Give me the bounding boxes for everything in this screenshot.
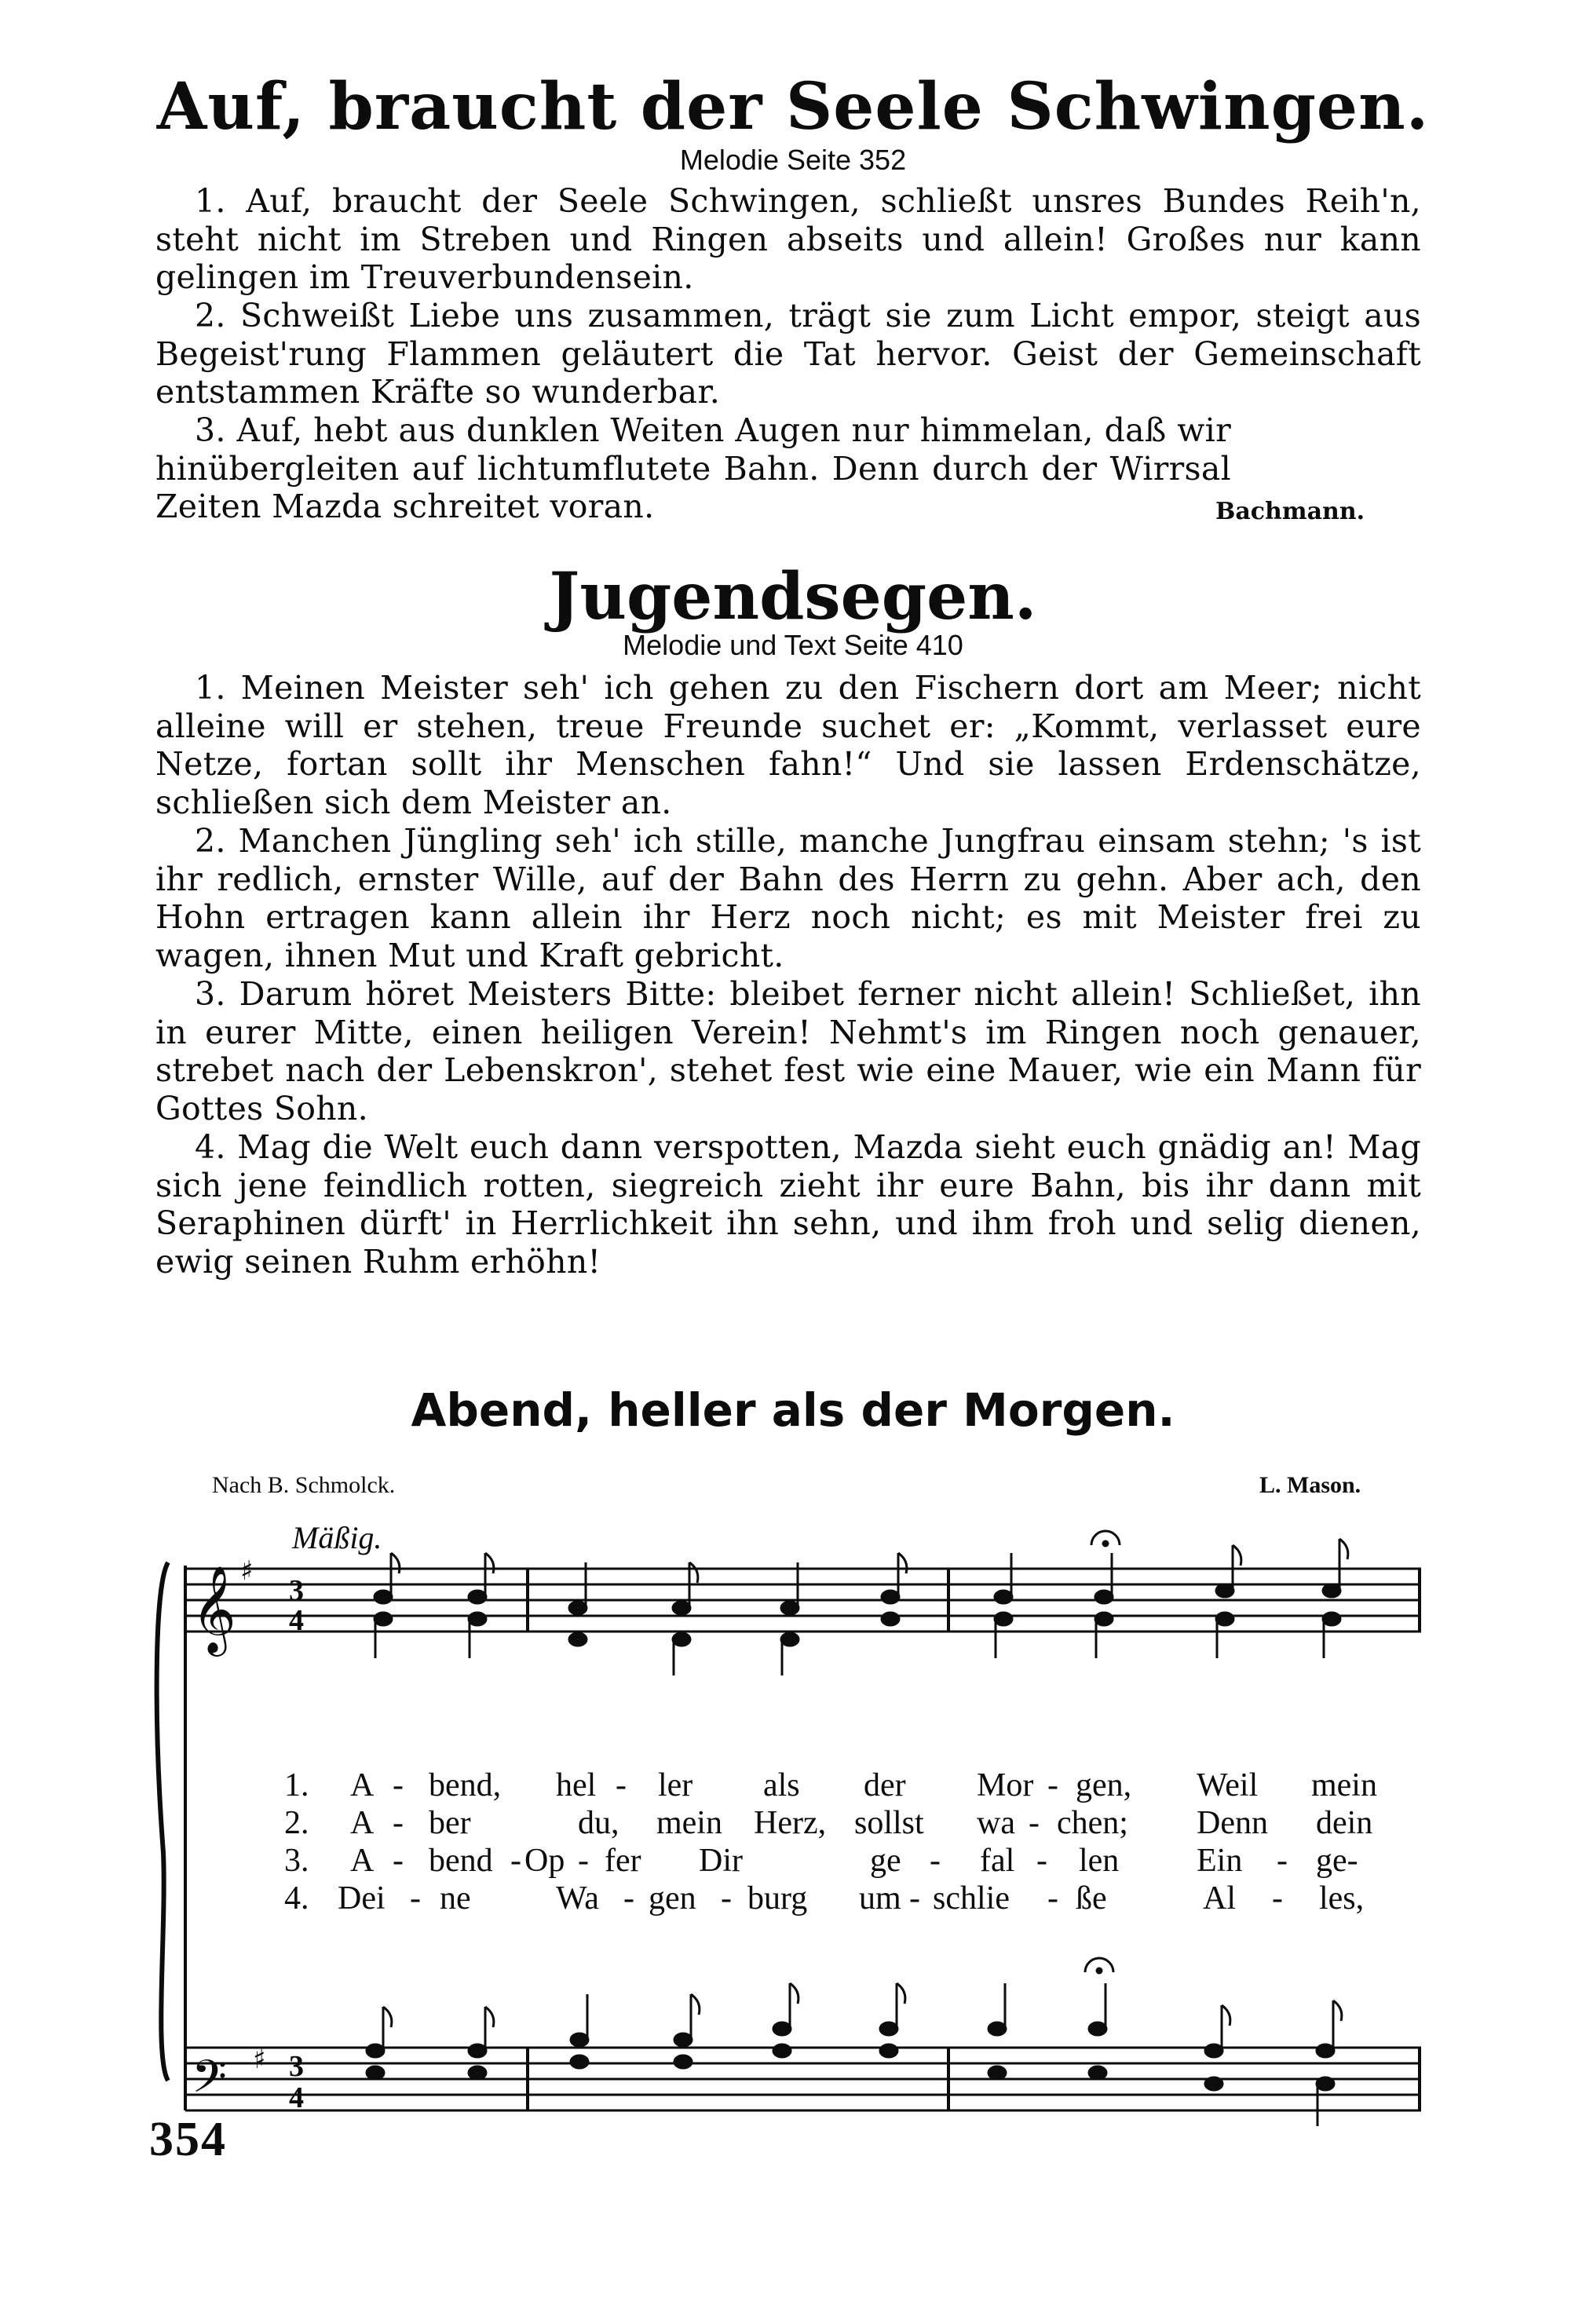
lyric-syllable: A xyxy=(350,1767,375,1803)
svg-text:4: 4 xyxy=(289,2081,304,2114)
lyric-syllable: ber xyxy=(429,1805,471,1841)
lyric-syllable: A xyxy=(350,1843,375,1879)
lyric-syllable: burg xyxy=(747,1880,808,1917)
lyric-syllable: - xyxy=(510,1843,521,1879)
lyric-syllable: - xyxy=(616,1767,627,1803)
verse-number: 2. xyxy=(284,1805,309,1841)
tempo-marking: Mäßig. xyxy=(292,1520,382,1555)
composer-credit: L. Mason. xyxy=(1259,1472,1361,1498)
lyric-syllable: als xyxy=(763,1767,800,1803)
lyric-syllable: len xyxy=(1079,1843,1120,1879)
lyric-syllable: - xyxy=(578,1843,589,1879)
lyric-syllable: Op xyxy=(524,1843,565,1879)
lyric-syllable: Weil xyxy=(1197,1767,1259,1803)
lyric-syllable: fal xyxy=(980,1843,1015,1879)
lyric-syllable: A xyxy=(350,1805,375,1841)
lyric-syllable: ne xyxy=(440,1880,471,1917)
lyric-syllable: chen; xyxy=(1057,1805,1128,1841)
stanza: 3. Darum höret Meisters Bitte: bleibet ferner nicht allein! Schließet, ihn in eurer Mitte, einen heiligen Verein! Nehmt's im Ringen noch genauer, strebet nach der Lebenskron', stehet fest wie eine Mauer, wie ein Mann für Gottes Sohn. xyxy=(155,975,1421,1127)
lyric-syllable: - xyxy=(410,1880,421,1917)
lyric-syllable: les, xyxy=(1319,1880,1365,1917)
lyric-syllable: - xyxy=(393,1805,404,1841)
lyric-syllable: um xyxy=(859,1880,901,1917)
lyric-syllable: mein xyxy=(656,1805,722,1841)
lyric-syllable: - xyxy=(393,1767,404,1803)
svg-text:♯: ♯ xyxy=(253,2044,266,2075)
song-title: Abend, heller als der Morgen. xyxy=(411,1383,1175,1437)
lyric-syllable: gen, xyxy=(1076,1767,1132,1803)
lyric-syllable: ler xyxy=(658,1767,693,1803)
lyric-syllable: Denn xyxy=(1197,1805,1268,1841)
lyric-syllable: - xyxy=(1029,1805,1040,1841)
lyric-syllable: - xyxy=(1047,1880,1058,1917)
lyric-syllable: Mor xyxy=(977,1767,1034,1803)
lyric-syllable: Wa xyxy=(556,1880,599,1917)
lyric-syllable: Ein xyxy=(1197,1843,1243,1879)
author-credit: Bachmann. xyxy=(1215,498,1365,525)
lyric-syllable: wa xyxy=(977,1805,1015,1841)
stanza: 2. Schweißt Liebe uns zusammen, trägt sie zum Licht empor, steigt aus Begeist'rung Flammen geläutert die Tat hervor. Geist der Gemeinschaft entstammen Kräfte so wunderbar. xyxy=(155,297,1421,411)
lyric-syllable: Herz, xyxy=(754,1805,827,1841)
text-author-credit: Nach B. Schmolck. xyxy=(212,1472,396,1498)
lyric-syllable: dein xyxy=(1316,1805,1373,1841)
lyric-syllable: Dei xyxy=(338,1880,386,1917)
lyric-syllable: bend, xyxy=(429,1767,502,1803)
lyric-syllable: - xyxy=(1047,1767,1058,1803)
svg-text:𝄢: 𝄢 xyxy=(192,2050,228,2114)
lyric-syllable: - xyxy=(1036,1843,1047,1879)
svg-text:𝄞: 𝄞 xyxy=(192,1565,236,1653)
verse-number: 4. xyxy=(284,1880,309,1917)
melody-reference: Melodie Seite 352 xyxy=(679,144,907,176)
lyric-syllable: schlie xyxy=(933,1880,1010,1917)
lyric-syllable: - xyxy=(930,1843,941,1879)
stanza: 3. Auf, hebt aus dunklen Weiten Augen nur himmelan, daß wir hinübergleiten auf lichtumflutete Bahn. Denn durch der Wirrsal Zeiten Mazda schreitet voran. xyxy=(155,411,1231,525)
stanza: 2. Manchen Jüngling seh' ich stille, manche Jungfrau einsam stehn; 's ist ihr redlich, ernster Wille, auf der Bahn des Herrn zu gehn. Aber ach, den Hohn ertragen kann allein ihr Herz noch nicht; es mit Meister frei zu wagen, ihnen Mut und Kraft gebricht. xyxy=(155,822,1421,974)
lyric-syllable: - xyxy=(393,1843,404,1879)
lyric-syllable: mein xyxy=(1311,1767,1377,1803)
lyric-syllable: - xyxy=(721,1880,732,1917)
lyric-syllable: gen xyxy=(649,1880,696,1917)
stanza: 1. Meinen Meister seh' ich gehen zu den Fischern dort am Meer; nicht alleine will er stehen, treue Freunde suchet er: „Kommt, verlasset eure Netze, fortan sollt ihr Menschen fahn!“ Und sie lassen Erdenschätze, schließen sich dem Meister an. xyxy=(155,669,1421,821)
page-number: 354 xyxy=(149,2113,227,2166)
lyric-syllable: du, xyxy=(578,1805,619,1841)
lyric-syllable: - xyxy=(1272,1880,1283,1917)
lyric-syllable: Dir xyxy=(699,1843,743,1879)
lyric-syllable: - xyxy=(623,1880,634,1917)
stanza: 4. Mag die Welt euch dann verspotten, Mazda sieht euch gnädig an! Mag sich jene feindlich rotten, siegreich zieht ihr eure Bahn, bis ihr dann mit Seraphinen dürft' in Herrlichkeit ihn sehn, und ihm froh und selig dienen, ewig seinen Ruhm erhöhn! xyxy=(155,1128,1421,1281)
lyric-syllable: Al xyxy=(1203,1880,1236,1917)
lyric-syllable: hel xyxy=(556,1767,597,1803)
lyric-syllable: bend xyxy=(429,1843,493,1879)
lyric-syllable: ge- xyxy=(1316,1843,1358,1879)
stanza: 1. Auf, braucht der Seele Schwingen, schließt unsres Bundes Reih'n, steht nicht im Streben und Ringen abseits und allein! Großes nur kann gelingen im Treuverbundensein. xyxy=(155,182,1421,296)
svg-text:3: 3 xyxy=(289,2050,304,2083)
song-title: Auf, braucht der Seele Schwingen. xyxy=(156,69,1430,144)
melody-reference: Melodie und Text Seite 410 xyxy=(623,629,963,661)
svg-text:4: 4 xyxy=(289,1604,304,1637)
lyric-syllable: ße xyxy=(1076,1880,1107,1917)
svg-text:3: 3 xyxy=(289,1574,304,1607)
lyric-syllable: der xyxy=(864,1767,906,1803)
verse-number: 1. xyxy=(284,1767,309,1803)
song-title: Jugendsegen. xyxy=(549,559,1037,634)
svg-text:♯: ♯ xyxy=(240,1555,254,1587)
lyric-syllable: fer xyxy=(605,1843,641,1879)
verse-number: 3. xyxy=(284,1843,309,1879)
lyric-syllable: - xyxy=(909,1880,920,1917)
lyric-syllable: ge xyxy=(870,1843,901,1879)
lyric-syllable: sollst xyxy=(854,1805,924,1841)
lyric-syllable: - xyxy=(1277,1843,1288,1879)
